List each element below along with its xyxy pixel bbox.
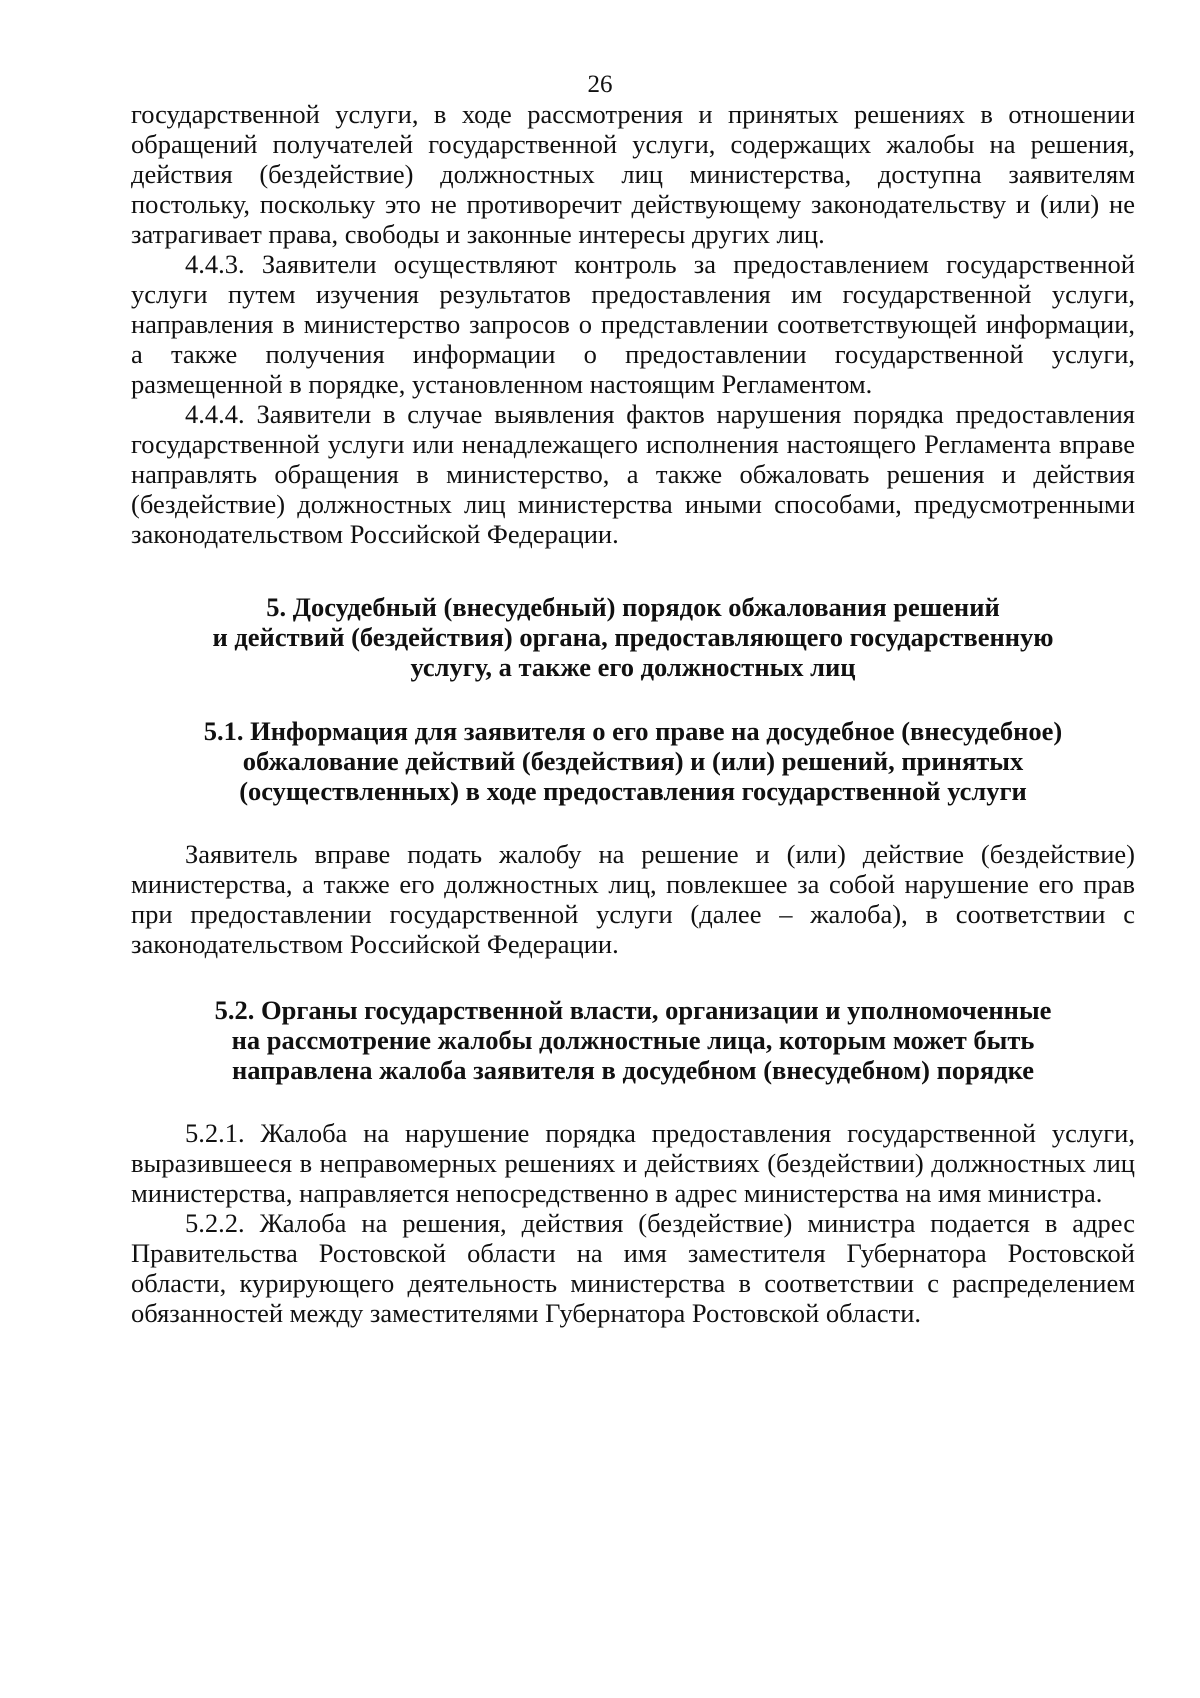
- section-5-heading: [131, 592, 1135, 682]
- section-5-1-heading: [131, 716, 1135, 806]
- page-number: 26: [587, 71, 613, 98]
- heading-line: услугу, а также его должностных лиц: [410, 652, 856, 682]
- heading-line: на рассмотрение жалобы должностные лица, которым может быть: [231, 1025, 1035, 1055]
- paragraph-4-4-3: 4.4.3. Заявители осуществляют контроль за предоставлением государственной услуги путем изучения результатов предоставления им государственной услуги, направления в министерство запросов о представлении соответствующей информации, а также получения информации о предоставлении государственной услуги, размещенной в порядке, установленном настоящим Регламентом.: [131, 249, 1135, 399]
- heading-line: и действий (бездействия) органа, предоставляющего государственную: [212, 622, 1054, 652]
- heading-line: направлена жалоба заявителя в досудебном (внесудебном) порядке: [231, 1055, 1034, 1085]
- heading-line: 5.2. Органы государственной власти, организации и уполномоченные: [214, 995, 1052, 1025]
- document-body: [131, 99, 1135, 1328]
- heading-line: 5.1. Информация для заявителя о его праве на досудебное (внесудебное): [203, 716, 1063, 746]
- heading-line: (осуществленных) в ходе предоставления государственной услуги: [239, 776, 1027, 806]
- paragraph-5-2-2: 5.2.2. Жалоба на решения, действия (бездействие) министра подается в адрес Правительства Ростовской области на имя заместителя Губернатора Ростовской области, курирующего деятельность министерства в соответствии с распределением обязанностей между заместителями Губернатора Ростовской области.: [131, 1208, 1135, 1328]
- paragraph-public-info: государственной услуги, в ходе рассмотрения и принятых решениях в отношении обращений получателей государственной услуги, содержащих жалобы на решения, действия (бездействие) должностных лиц министерства, доступна заявителям постольку, поскольку это не противоречит действующему законодательству и (или) не затрагивает права, свободы и законные интересы других лиц.: [131, 99, 1135, 249]
- paragraph-5-1-body: Заявитель вправе подать жалобу на решение и (или) действие (бездействие) министерства, а также его должностных лиц, повлекшее за собой нарушение его прав при предоставлении государственной услуги (далее – жалоба), в соответствии с законодательством Российской Федерации.: [131, 839, 1135, 959]
- paragraph-5-2-1: 5.2.1. Жалоба на нарушение порядка предоставления государственной услуги, выразившееся в неправомерных решениях и действиях (бездействии) должностных лиц министерства, направляется непосредственно в адрес министерства на имя министра.: [131, 1118, 1135, 1208]
- heading-line: 5. Досудебный (внесудебный) порядок обжалования решений: [266, 592, 1000, 622]
- section-5-2-heading: [131, 995, 1135, 1085]
- heading-line: обжалование действий (бездействия) и (или) решений, принятых: [242, 746, 1024, 776]
- paragraph-4-4-4: 4.4.4. Заявители в случае выявления фактов нарушения порядка предоставления государственной услуги или ненадлежащего исполнения настоящего Регламента вправе направлять обращения в министерство, а также обжаловать решения и действия (бездействие) должностных лиц министерства иными способами, предусмотренными законодательством Российской Федерации.: [131, 399, 1135, 549]
